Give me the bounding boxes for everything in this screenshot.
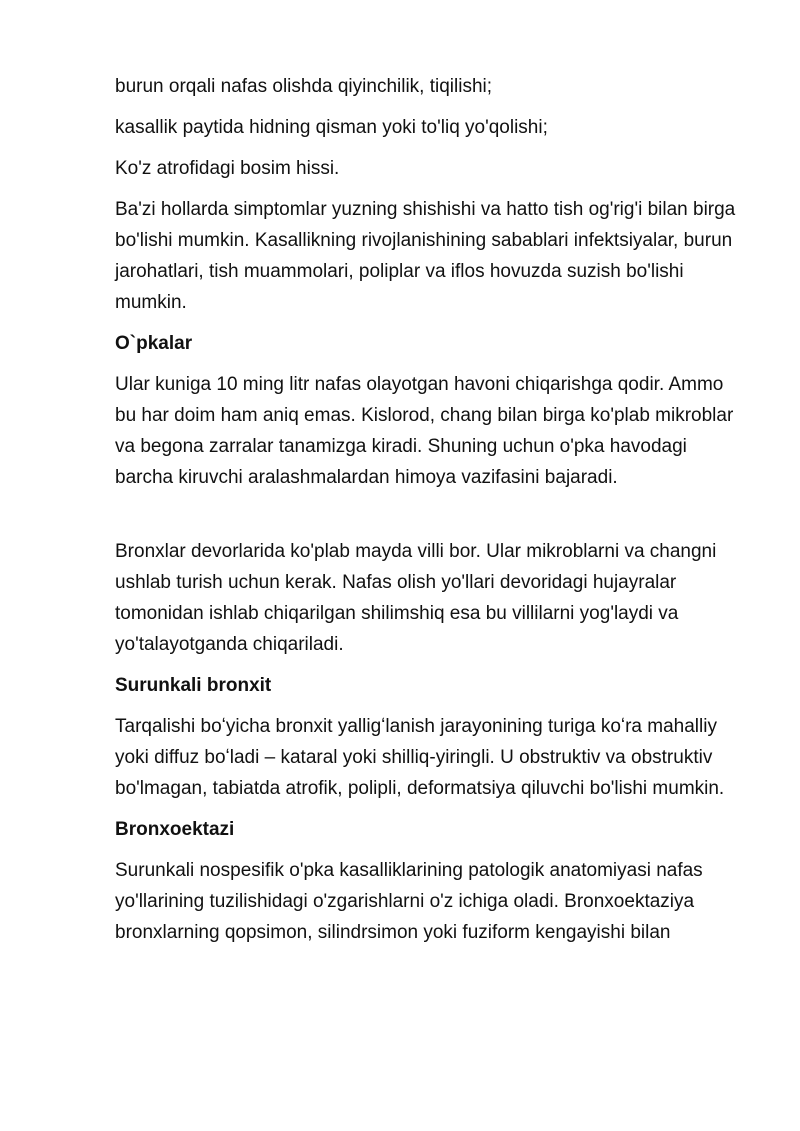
heading-lungs: O`pkalar (115, 333, 193, 354)
paragraph-symptoms-causes: Ba'zi hollarda simptomlar yuzning shishishi va hatto tish og'rig'i bilan birga bo'lishi mumkin. Kasallikning rivojlanishining sabablari infektsiyalar, burun jarohatlari, tish muammolari, poliplar va iflos hovuzda suzish bo'lishi mumkin. (115, 199, 736, 313)
heading-chronic-bronchitis: Surunkali bronxit (115, 675, 272, 696)
paragraph-eye-pressure: Ko'z atrofidagi bosim hissi. (115, 158, 340, 179)
paragraph-chronic-bronchitis: Tarqalishi boʻyicha bronxit yalligʻlanish jarayonining turiga koʻra mahalliy yoki diffuz boʻladi – kataral yoki shilliq-yiringli. U obstruktiv va obstruktiv bo'lmagan, tabiatda atrofik, polipli, deformatsiya qiluvchi bo'lishi mumkin. (115, 716, 725, 799)
paragraph-lungs: Ular kuniga 10 ming litr nafas olayotgan havoni chiqarishga qodir. Ammo bu har doim ham aniq emas. Kislorod, chang bilan birga ko'plab mikroblar va begona zarralar tanamizga kiradi. Shuning uchun o'pka havodagi barcha kiruvchi aralashmalardan himoya vazifasini bajaradi. (115, 374, 734, 488)
paragraph-bronchiectasis: Surunkali nospesifik o'pka kasalliklarining patologik anatomiyasi nafas yo'llarining tuzilishidagi o'zgarishlarni o'z ichiga oladi. Bronxoektaziya bronxlarning qopsimon, silindrsimon yoki fuziform kengayishi bilan (115, 860, 703, 943)
heading-bronchiectasis: Bronxoektazi (115, 819, 235, 840)
document-body (115, 71, 740, 958)
paragraph-bronchi-villi: Bronxlar devorlarida ko'plab mayda villi bor. Ular mikroblarni va changni ushlab turish uchun kerak. Nafas olish yo'llari devoridagi hujayralar tomonidan ishlab chiqarilgan shilimshiq esa bu villilarni yog'laydi va yo'talayotganda chiqariladi. (115, 541, 717, 655)
blank-line (115, 503, 740, 536)
paragraph-nasal-breathing: burun orqali nafas olishda qiyinchilik, tiqilishi; (115, 76, 493, 97)
paragraph-smell-loss: kasallik paytida hidning qisman yoki to'liq yo'qolishi; (115, 117, 548, 138)
